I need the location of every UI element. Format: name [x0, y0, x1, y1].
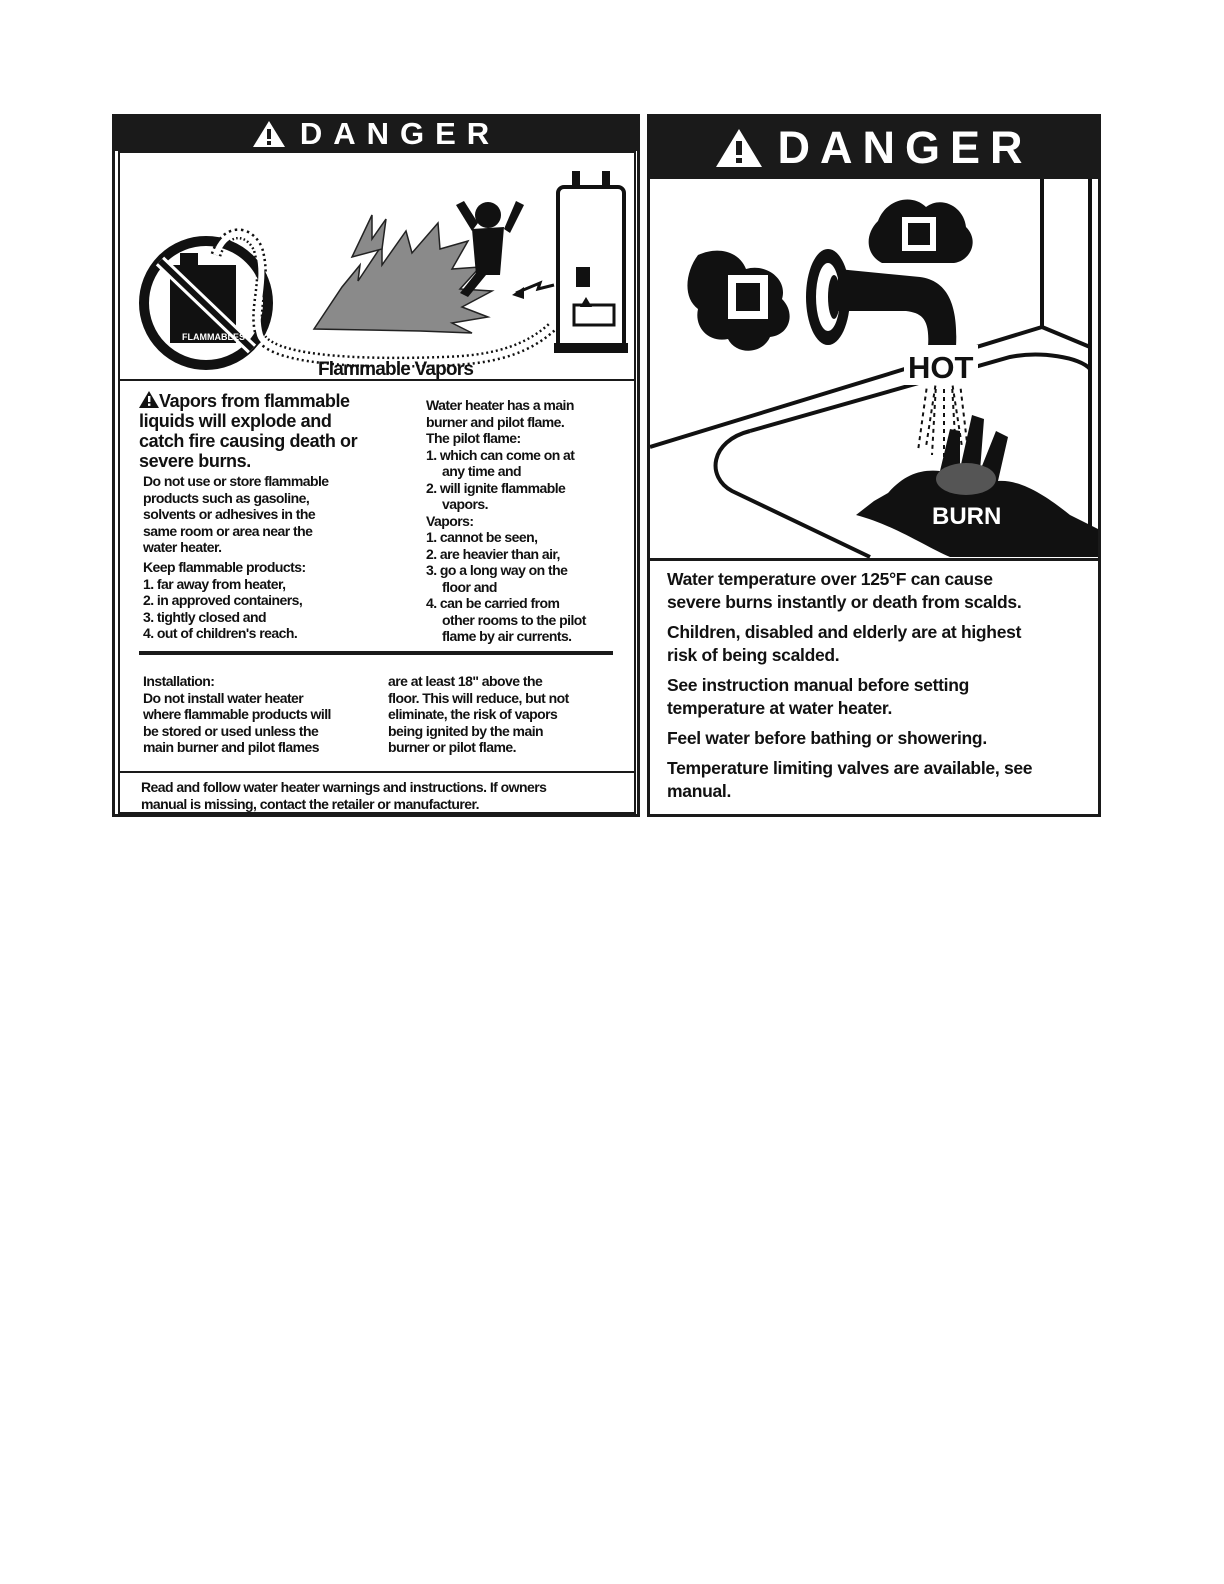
- illustration-divider: [650, 558, 1098, 561]
- svg-text:Flammable Vapors: Flammable Vapors: [318, 359, 474, 379]
- prohibited-gas-can-icon: [144, 241, 268, 365]
- scald-warning-text: [667, 568, 1097, 810]
- vapors-warning-lead: Vapors from flammable liquids will explode and catch fire causing death or severe burns.: [139, 391, 358, 471]
- do-not-use-warning: Do not use or store flammable products such as gasoline, solvents or adhesives in the same room or area near the water heater.: [143, 473, 329, 555]
- paragraph-instruction-manual: See instruction manual before setting temperature at water heater.: [667, 675, 970, 718]
- paragraph-feel-water: Feel water before bathing or showering.: [667, 728, 987, 748]
- svg-text:HOT: HOT: [908, 350, 974, 385]
- water-heater-icon: [554, 171, 628, 353]
- hot-water-faucet-illustration: [650, 179, 1098, 559]
- flammable-vapors-danger-label: [112, 114, 640, 817]
- illustration-divider: [118, 379, 636, 381]
- left-danger-header: [115, 117, 637, 151]
- installation-divider: [139, 651, 613, 655]
- pilot-flame-info: Water heater has a main burner and pilot flame. The pilot flame: 1. which can come on at any time and 2. will ignite flammable vapors. Vapors: 1. cannot be seen, 2. are heavier than air, 3. go a long way on the floor and 4. can be carried from other rooms to the pilot flame by air currents.: [426, 397, 586, 644]
- right-danger-title: DANGER: [777, 122, 1033, 173]
- installation-col-1: Installation: Do not install water heater where flammable products will be stored or used unless the main burner and pilot flames: [143, 673, 331, 755]
- svg-text:BURN: BURN: [932, 503, 1002, 530]
- installation-col-2: are at least 18" above the floor. This will reduce, but not eliminate, the risk of vapors being ignited by the main burner or pilot flame.: [388, 673, 569, 755]
- paragraph-limiting-valves: Temperature limiting valves are available, see manual.: [667, 758, 1033, 801]
- left-footer-note: Read and follow water heater warnings and instructions. If owners manual is missing, contact the retailer or manufacturer.: [141, 779, 547, 812]
- small-warning-triangle-icon: [139, 391, 159, 408]
- right-danger-header: [650, 117, 1098, 179]
- warning-triangle-icon: [715, 128, 763, 168]
- keep-products-list: Keep flammable products: 1. far away from heater, 2. in approved containers, 3. tightly closed and 4. out of children's reach.: [143, 559, 306, 641]
- warning-triangle-icon: [252, 120, 286, 148]
- paragraph-water-temperature: Water temperature over 125°F can cause severe burns instantly or death from scalds.: [667, 569, 1022, 612]
- flammable-vapors-illustration: [120, 157, 635, 379]
- scald-danger-label: [647, 114, 1101, 817]
- paragraph-highest-risk: Children, disabled and elderly are at highest risk of being scalded.: [667, 622, 1022, 665]
- right-valve-handle-icon: [869, 199, 973, 263]
- footer-divider: [118, 771, 636, 773]
- left-danger-title: DANGER: [299, 116, 501, 151]
- left-valve-handle-icon: [687, 251, 789, 351]
- svg-text:FLAMMABLES: FLAMMABLES: [182, 332, 245, 342]
